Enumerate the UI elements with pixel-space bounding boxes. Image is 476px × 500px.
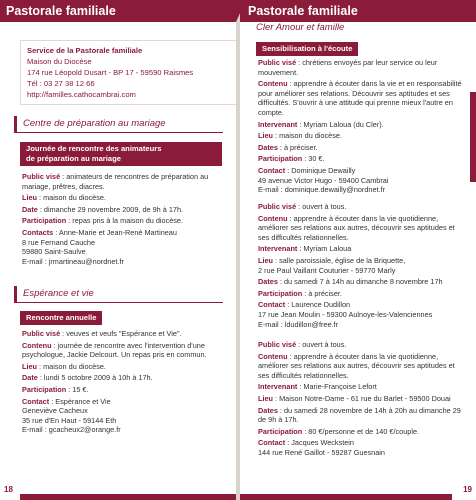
edge-tab: [470, 92, 476, 182]
service-title: Service de la Pastorale familiale: [27, 46, 143, 55]
contact-email-link[interactable]: E-mail : jrmartineau@nordnet.fr: [22, 256, 124, 266]
bottom-bar-left: [20, 494, 236, 500]
contenu-row: Contenu : apprendre à écouter dans la vie quotidienne, améliorer ses relations aux autres, découvrir ses aptitudes et ses difficultés relationnelles.: [258, 213, 455, 242]
block-3: [258, 340, 464, 458]
contact-email-link[interactable]: E-mail : gcacheux2@orange.fr: [22, 425, 121, 435]
contact-line: 59880 Saint-Saulve: [22, 247, 86, 257]
lieu-row: Lieu : maison du diocèse.: [22, 193, 106, 203]
participation-row: Participation : 15 €.: [22, 384, 89, 394]
tag-sensibilisation: Sensibilisation à l'écoute: [256, 42, 358, 56]
lieu-row: Lieu : salle paroissiale, église de la Briquette,: [258, 255, 406, 265]
block-1: [258, 58, 464, 195]
right-page: [240, 0, 476, 500]
date-row: Date : dimanche 29 novembre 2009, de 9h à 17h.: [22, 204, 184, 214]
service-box: [20, 40, 240, 105]
contact-email-link[interactable]: E-mail : dominique.dewailly@nordnet.fr: [258, 185, 386, 195]
tag-rencontre-annuelle: Rencontre annuelle: [20, 311, 102, 325]
tag-animateurs: [20, 142, 222, 166]
page-number-left: 18: [4, 485, 13, 494]
left-header: Pastorale familiale: [0, 0, 236, 22]
tag-line: de préparation au mariage: [26, 154, 121, 163]
left-page: [0, 0, 236, 500]
service-website-link[interactable]: http://familles.cathocambrai.com: [27, 90, 136, 99]
date-row: Date : lundi 5 octobre 2009 à 10h à 17h.: [22, 373, 153, 383]
contact-line: 17 rue Jean Moulin - 59300 Aulnoye-les-Valenciennes: [258, 309, 433, 319]
participation-row: Participation : 30 €.: [258, 154, 325, 164]
page-number-right: 19: [463, 485, 472, 494]
contact-row: Contact : Jacques Weckstein: [258, 438, 354, 448]
public-row: Public visé : ouvert à tous.: [258, 202, 347, 211]
contenu-row: Contenu : journée de rencontre avec l'intervention d'une psychologue, Jackie Delcourt. Un repas pris en commun.: [22, 340, 207, 360]
lieu-row: Lieu : Maison Notre-Dame - 61 rue du Barlet - 59500 Douai: [258, 393, 451, 403]
dates-row: Dates : du samedi 7 à 14h au dimanche 8 novembre 17h: [258, 277, 443, 287]
block-2: [258, 202, 464, 329]
section-title-esperance: Espérance et vie: [14, 286, 223, 303]
contenu-row: Contenu : apprendre à écouter dans la vie et en responsabilité pour améliorer ses relations. Découvrir ses aptitudes et ses difficultés. S'ouvrir à une attitude qui prenne mieux l'autre en compte.: [258, 79, 462, 117]
right-header: Pastorale familiale: [240, 0, 476, 22]
contact-line: Geneviève Cacheux: [22, 406, 88, 416]
public-row: Public visé : veuves et veufs "Espérance et Vie".: [22, 329, 182, 338]
contact-row: Contact : Laurence Dudillon: [258, 300, 351, 310]
public-row: Public visé : chrétiens envoyés par leur service ou leur mouvement.: [258, 58, 438, 77]
contact-line: 35 rue d'En Haut - 59144 Eth: [22, 415, 117, 425]
contacts-row: Contacts : Anne-Marie et Jean-René Martineau: [22, 227, 177, 237]
participation-row: Participation : repas pris à la maison du diocèse.: [22, 216, 184, 226]
contact-email-link[interactable]: E-mail : ldudillon@free.fr: [258, 319, 338, 329]
contact-row: Contact : Espérance et Vie: [22, 396, 111, 406]
participation-row: Participation : 80 €/personne et de 140 €/couple.: [258, 426, 420, 436]
contact-line: 144 rue René Gaillot - 59287 Guesnain: [258, 447, 385, 457]
service-line: 174 rue Léopold Dusart - BP 17 - 59590 Raismes: [27, 68, 194, 77]
public-row: Public visé : ouvert à tous.: [258, 340, 347, 349]
service-line: Maison du Diocèse: [27, 57, 92, 66]
intervenant-row: Intervenant : Marie-Françoise Lefort: [258, 382, 377, 392]
right-subtitle: Cler Amour et famille: [256, 22, 345, 33]
dates-row: Dates : du samedi 28 novembre de 14h à 20h au dimanche 29 de 9h à 17h.: [258, 405, 461, 425]
intervenant-row: Intervenant : Myriam Laloua (du Cler).: [258, 119, 384, 129]
public-row: Public visé : animateurs de rencontres de préparation au mariage, prêtres, diacres.: [22, 172, 209, 191]
contact-line: 8 rue Fernand Cauche: [22, 237, 96, 247]
dates-row: Dates : à préciser.: [258, 142, 318, 152]
contact-row: Contact : Dominique Dewailly: [258, 165, 356, 175]
intervenant-row: Intervenant : Myriam Laloua: [258, 244, 352, 254]
contact-line: 49 avenue Victor Hugo - 59400 Cambrai: [258, 175, 389, 185]
lieu-row: Lieu : maison du diocèse.: [258, 131, 342, 141]
participation-row: Participation : à préciser.: [258, 288, 342, 298]
lieu-address: 2 rue Paul Vaillant Couturier - 59770 Marly: [258, 265, 396, 275]
lieu-row: Lieu : maison du diocèse.: [22, 361, 106, 371]
section-title-mariage: Centre de préparation au mariage: [14, 116, 223, 133]
block-mariage: [22, 172, 227, 266]
bottom-bar-right: [240, 494, 452, 500]
tag-line: Journée de rencontre des animateurs: [26, 144, 162, 153]
contenu-row: Contenu : apprendre à écouter dans la vie quotidienne, améliorer ses relations aux autres, découvrir ses aptitudes et ses difficultés relationnelles.: [258, 351, 455, 380]
service-phone: Tél : 03 27 38 12 66: [27, 79, 95, 88]
block-esperance: [22, 329, 227, 435]
